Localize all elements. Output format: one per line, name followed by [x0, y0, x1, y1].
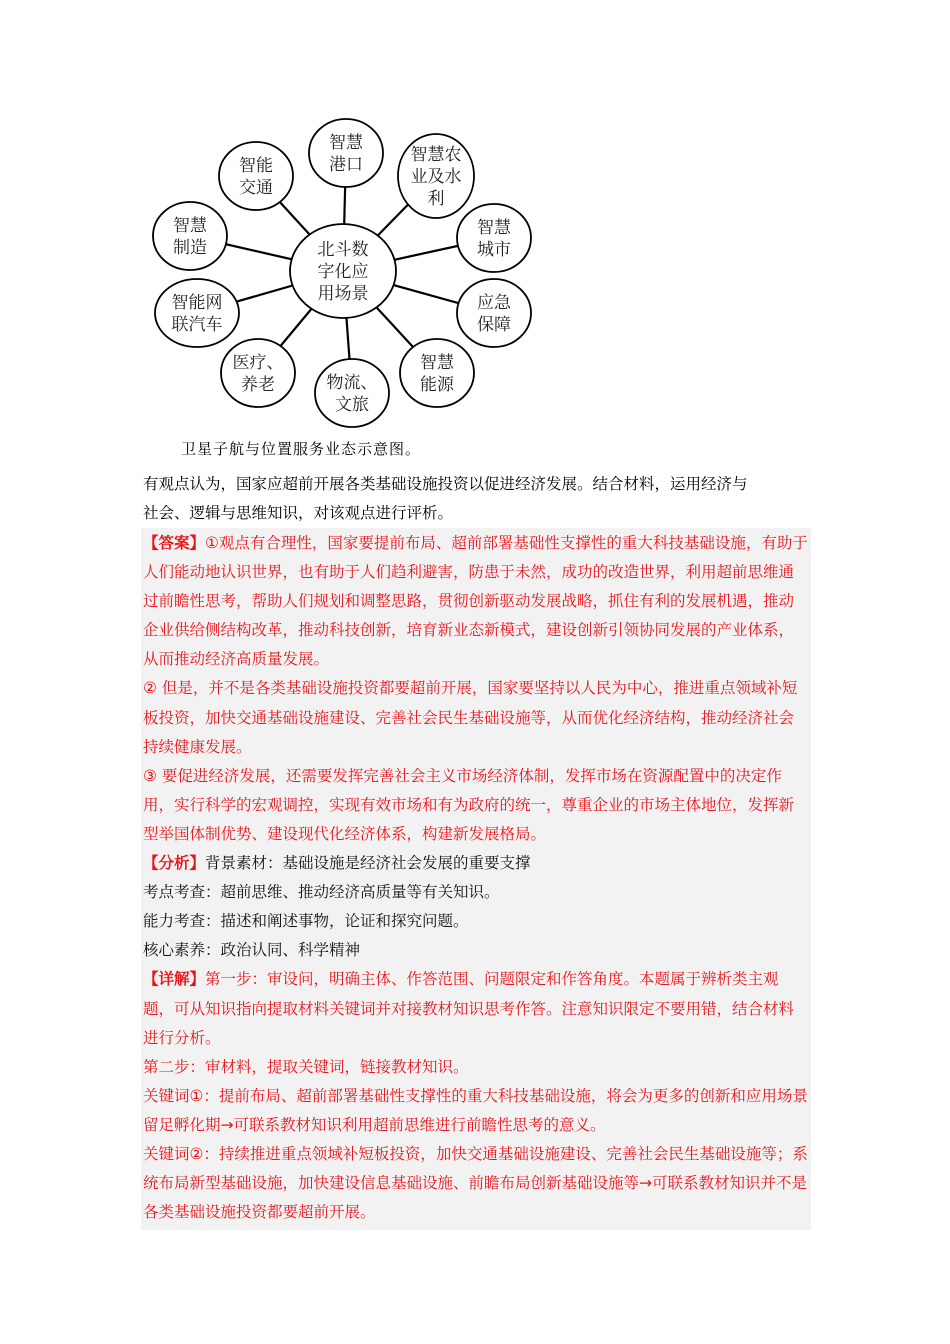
node-3-label-line-2: 城市 — [477, 240, 511, 260]
center-label-line-1: 北斗数 — [317, 240, 369, 260]
diagram-center — [290, 224, 396, 318]
beidou-diagram — [140, 118, 560, 428]
node-6-label-line-1: 物流、 — [326, 373, 378, 393]
analysis-nengli: 能力考查：描述和阐述事物，论证和探究问题。 — [143, 912, 469, 931]
answer-tag: 【答案】 — [143, 534, 206, 552]
node-10-label-line-2: 交通 — [239, 178, 273, 198]
diagram-node-7 — [221, 339, 295, 407]
diagram-node-2 — [398, 134, 474, 218]
node-circle-4 — [457, 279, 531, 347]
node-8-label-line-2: 联汽车 — [171, 315, 223, 335]
detail-keyword-1: 关键词①：提前布局、超前部署基础性支撑性的重大科技基础设施，将会为更多的创新和应用场景留足孵化期→可联系教材知识利用超前思维进行前瞻性思考的意义。 — [143, 1086, 808, 1134]
node-circle-3 — [457, 204, 531, 272]
node-circle-6 — [315, 359, 389, 427]
answer-paragraph-2: ② 但是，并不是各类基础设施投资都要超前开展，国家要坚持以人民为中心，推进重点领域补短板投资，加快交通基础设施建设、完善社会民生基础设施等，从而优化经济结构，推动经济社会持续健康发展。 — [143, 679, 798, 756]
analysis-tag: 【分析】 — [143, 854, 206, 873]
node-6-label-line-2: 文旅 — [335, 395, 369, 415]
diagram-caption: 卫星子航与位置服务业态示意图。 — [181, 440, 422, 458]
node-3-label-line-1: 智慧 — [477, 218, 511, 238]
node-4-label-line-2: 保障 — [477, 315, 511, 335]
node-circle-9 — [153, 202, 227, 270]
diagram-node-5 — [400, 339, 474, 407]
center-label-line-2: 字化应 — [317, 262, 369, 282]
diagram-node-1 — [309, 119, 383, 187]
answer-block — [141, 528, 811, 1230]
detail-step-1 — [143, 965, 809, 1052]
node-8-label-line-1: 智能网 — [171, 293, 223, 313]
diagram-node-10 — [219, 142, 293, 210]
answer-paragraph-3: ③ 要促进经济发展，还需要发挥完善社会主义市场经济体制，发挥市场在资源配置中的决定作用，实行科学的宏观调控，实现有效市场和有为政府的统一，尊重企业的市场主体地位，发挥新型举国体制优势、建设现代化经济体系，构建新发展格局。 — [143, 766, 795, 843]
analysis-suyang: 核心素养：政治认同、科学精神 — [143, 941, 361, 960]
node-7-label-line-2: 养老 — [241, 375, 275, 395]
node-circle-1 — [309, 119, 383, 187]
diagram-node-6 — [315, 359, 389, 427]
node-9-label-line-2: 制造 — [173, 238, 207, 258]
answer-paragraph-1 — [143, 529, 809, 674]
diagram-node-9 — [153, 202, 227, 270]
diagram-node-4 — [457, 279, 531, 347]
node-5-label-line-2: 能源 — [420, 375, 454, 395]
detail-tag: 【详解】 — [143, 970, 206, 989]
node-2-label-line-3: 利 — [427, 189, 445, 209]
detail-step-2: 第二步：审材料，提取关键词，链接教材知识。 — [143, 1057, 469, 1076]
analysis-line — [143, 849, 809, 878]
node-1-label-line-1: 智慧 — [329, 133, 363, 153]
node-4-label-line-1: 应急 — [477, 293, 511, 313]
node-7-label-line-1: 医疗、 — [232, 353, 284, 373]
diagram-node-3 — [457, 204, 531, 272]
node-2-label-line-1: 智慧农 — [410, 145, 462, 165]
node-9-label-line-1: 智慧 — [173, 216, 207, 236]
node-10-label-line-1: 智能 — [239, 156, 273, 176]
analysis-kaodian: 考点考查：超前思维、推动经济高质量等有关知识。 — [143, 883, 500, 902]
diagram-node-8 — [155, 279, 239, 347]
node-circle-5 — [400, 339, 474, 407]
question-text — [143, 470, 808, 528]
answer-text-1: ①观点有合理性，国家要提前布局、超前部署基础性支撑性的重大科技基础设施，有助于人们能动地认识世界，也有助于人们趋利避害，防患于未然，成功的改造世界，利用超前思维通过前瞻性思考，帮助人们规划和调整思路，贯彻创新驱动发展战略，抓住有利的发展机遇，推动企业供给侧结构改革，推动科技创新，培育新业态新模式，建设创新引领协同发展的产业体系，从而推动经济高质量发展。 — [143, 534, 808, 669]
detail-step-1-text: 第一步：审设问，明确主体、作答范围、问题限定和作答角度。本题属于辨析类主观题，可从知识指向提取材料关键词并对接教材知识思考作答。注意知识限定不要用错，结合材料进行分析。 — [143, 970, 795, 1047]
node-circle-10 — [219, 142, 293, 210]
analysis-background: 背景素材：基础设施是经济社会发展的重要支撑 — [205, 854, 531, 873]
node-2-label-line-2: 业及水 — [410, 167, 462, 187]
question-line-1: 有观点认为，国家应超前开展各类基础设施投资以促进经济发展。结合材料，运用经济与 — [143, 475, 748, 493]
node-5-label-line-1: 智慧 — [420, 353, 454, 373]
node-1-label-line-2: 港口 — [329, 155, 363, 175]
center-label-line-3: 用场景 — [317, 284, 369, 304]
question-line-2: 社会、逻辑与思维知识，对该观点进行评析。 — [143, 504, 454, 522]
node-circle-7 — [221, 339, 295, 407]
node-circle-8 — [155, 279, 239, 347]
detail-keyword-2: 关键词②：持续推进重点领域补短板投资，加快交通基础设施建设、完善社会民生基础设施等；系统布局新型基础设施，加快建设信息基础设施、前瞻布局创新基础设施等→可联系教材知识并不是各类基础设施投资都要超前开展。 — [143, 1144, 808, 1222]
